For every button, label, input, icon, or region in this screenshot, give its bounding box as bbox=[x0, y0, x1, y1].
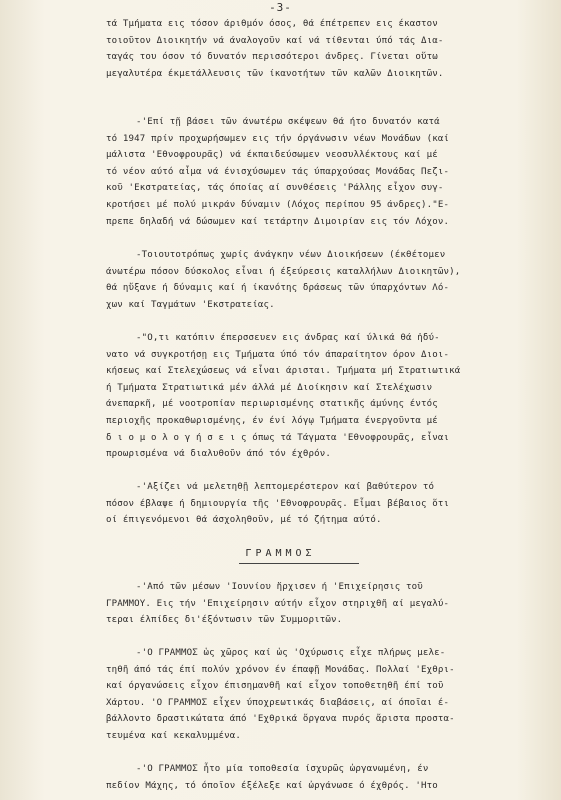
text-line: τεραι έλπίδες δι'έξόντωσιν τῶν Συμμοριτῶν. bbox=[106, 615, 343, 626]
text-line: τευμένα καί κεκαλυμμένα. bbox=[106, 730, 241, 741]
paragraph bbox=[106, 579, 530, 629]
text-line: νατο νά συγκροτήσῃ εις Τμήματα ύπό τόν άπαραίτητον όρον Διοι- bbox=[106, 349, 450, 360]
paragraph bbox=[106, 479, 530, 529]
paragraph bbox=[106, 16, 530, 82]
text-line: -Τοιουτοτρόπως χωρίς άνάγκην νέων Διοικήσεων (έκθέτομεν bbox=[136, 250, 446, 260]
text-line: -'Επί τῇ βάσει τῶν άνωτέρω σκέψεων θά ήτο δυνατόν κατά bbox=[136, 117, 440, 127]
text-line: -'Ο ΓΡΑΜΜΟΣ ἦτο μία τοποθεσία ίσχυρῶς ὠργανωμένη, έν bbox=[136, 764, 429, 774]
text-line: άνωτέρω πόσον δύσκολος εἶναι ή έξεύρεσις καταλλήλων Διοικητῶν), bbox=[106, 266, 461, 277]
page-number: -3- bbox=[269, 1, 292, 14]
text-line: τηθῆ άπό τάς έπί πολύν χρόνον έν έπαφῇ Μονάδας. Πολλαί 'Εχθρι- bbox=[106, 664, 455, 675]
text-line: προωρισμένα νά διαλυθοῦν άπό τόν έχθρόν. bbox=[106, 449, 331, 460]
text-line: -'Ο ΓΡΑΜΜΟΣ ὡς χῶρος καί ὡς 'Οχύρωσις εἶχε πλήρως μελε- bbox=[136, 648, 446, 658]
section-heading-underline bbox=[239, 563, 359, 564]
text-line: πρεπε δηλαδή νά δώσωμεν καί τετάρτην Διμοιρίαν εις τόν Λόχον. bbox=[106, 216, 450, 227]
text-line: Χάρτου. 'Ο ΓΡΑΜΜΟΣ εἶχεν ύποχρεωτικάς διαβάσεις, αί όποῖαι έ- bbox=[106, 697, 450, 708]
paragraph bbox=[106, 114, 530, 230]
paragraph bbox=[106, 761, 530, 794]
text-line: -'Αξίζει νά μελετηθῇ λεπτομερέστερον καί βαθύτερον τό bbox=[136, 482, 435, 492]
text-line: ταγάς του όσον τό δυνατόν περισσότεροι άνδρες. Γίνεται οὕτω bbox=[106, 52, 438, 63]
text-line: κροτήσει μέ πολύ μικράν δύναμιν (Λόχος περίπου 95 άνδρες)."Ε- bbox=[106, 199, 450, 210]
text-line: -'Από τῶν μέσων 'Ιουνίου ἤρχισεν ή 'Επιχείρησις τοῦ bbox=[136, 582, 423, 592]
text-line: τοιοῦτον Διοικητήν νά άναλογοῦν καί νά τίθενται ύπό τάς Δια- bbox=[106, 35, 444, 46]
text-line: τό 1947 πρίν προχωρήσωμεν εις τήν όργάνωσιν νέων Μονάδων (καί bbox=[106, 133, 450, 144]
section-heading-text: ΓΡΑΜΜΟΣ bbox=[245, 548, 316, 559]
text-line: ή Τμήματα Στρατιωτικά μέν άλλά μέ Διοίκησιν καί Στελέχωσιν bbox=[106, 382, 433, 393]
text-line: περιοχῆς προκαθωρισμένης, έν ένί λόγῳ Τμήματα ένεργοῦντα μέ bbox=[106, 415, 438, 426]
section-heading bbox=[0, 548, 561, 559]
paragraph bbox=[106, 247, 530, 313]
text-line: -"Ο,τι κατόπιν έπερσσευεν εις άνδρας καί ύλικά θά ἠδύ- bbox=[136, 333, 440, 343]
paragraph bbox=[106, 330, 530, 463]
text-line: τά Τμήματα εις τόσον άριθμόν όσος, θά έπέτρεπεν εις έκαστον bbox=[106, 19, 438, 29]
text-line: οί έπιγενόμενοι θά άσχοληθοῦν, μέ τό ζήτημα αύτό. bbox=[106, 515, 382, 526]
text-line: μάλιστα 'Εθνοφρουρᾶς) νά έκπαιδεύσωμεν νεοσυλλέκτους καί μέ bbox=[106, 150, 438, 161]
text-line: καί όργανώσεις εἶχον έπισημανθῆ καί εἶχον τοποθετηθῆ έπί τοῦ bbox=[106, 681, 444, 692]
paragraph bbox=[106, 645, 530, 745]
text-line: δ ι ο μ ο λ ο γ ή σ ε ι ς όπως τά Τάγματα 'Εθνοφρουρᾶς, εἶναι bbox=[106, 432, 450, 443]
text-line: πεδίον Μάχης, τό όποῖον έξέλεξε καί ὠργάνωσε ό έχθρός. 'Ητο bbox=[106, 780, 438, 791]
text-line: τό νέον αύτό αἷμα νά ένισχύσωμεν τάς ύπαρχούσας Μονάδας Πεζι- bbox=[106, 166, 450, 177]
text-line: κήσεως καί Στελεχώσεως νά εἶναι άρισται. Τμήματα μή Στρατιωτικά bbox=[106, 366, 461, 377]
text-line: ΓΡΑΜΜΟΥ. Εις τήν 'Επιχείρησιν αύτήν εἶχον στηριχθῆ αί μεγαλύ- bbox=[106, 598, 450, 609]
text-line: πόσον έβλαψε ή δημιουργία τῆς 'Εθνοφρουρᾶς. Εἶμαι βέβαιος ὅτι bbox=[106, 498, 450, 509]
text-line: θά ηὔξανε ή δύναμις καί ή ίκανότης δράσεως τῶν ύπαρχόντων Λό- bbox=[106, 283, 450, 294]
text-line: βάλλοντο δραστικώτατα άπό 'Εχθρικά ὄργανα πυρός ἄριστα προστα- bbox=[106, 714, 455, 725]
text-line: μεγαλυτέρα έκμετάλλευσις τῶν ίκανοτήτων τῶν καλῶν Διοικητῶν. bbox=[106, 68, 444, 79]
text-line: άνεπαρκῆ, μέ νοοτροπίαν περιωρισμένης στατικῆς άμύνης έντός bbox=[106, 399, 438, 410]
text-line: χων καί Ταγμάτων 'Εκστρατείας. bbox=[106, 299, 275, 310]
text-line: κοῦ 'Εκστρατείας, τάς όποίας αί συνθέσεις 'Ράλλης εἶχον συγ- bbox=[106, 183, 444, 194]
